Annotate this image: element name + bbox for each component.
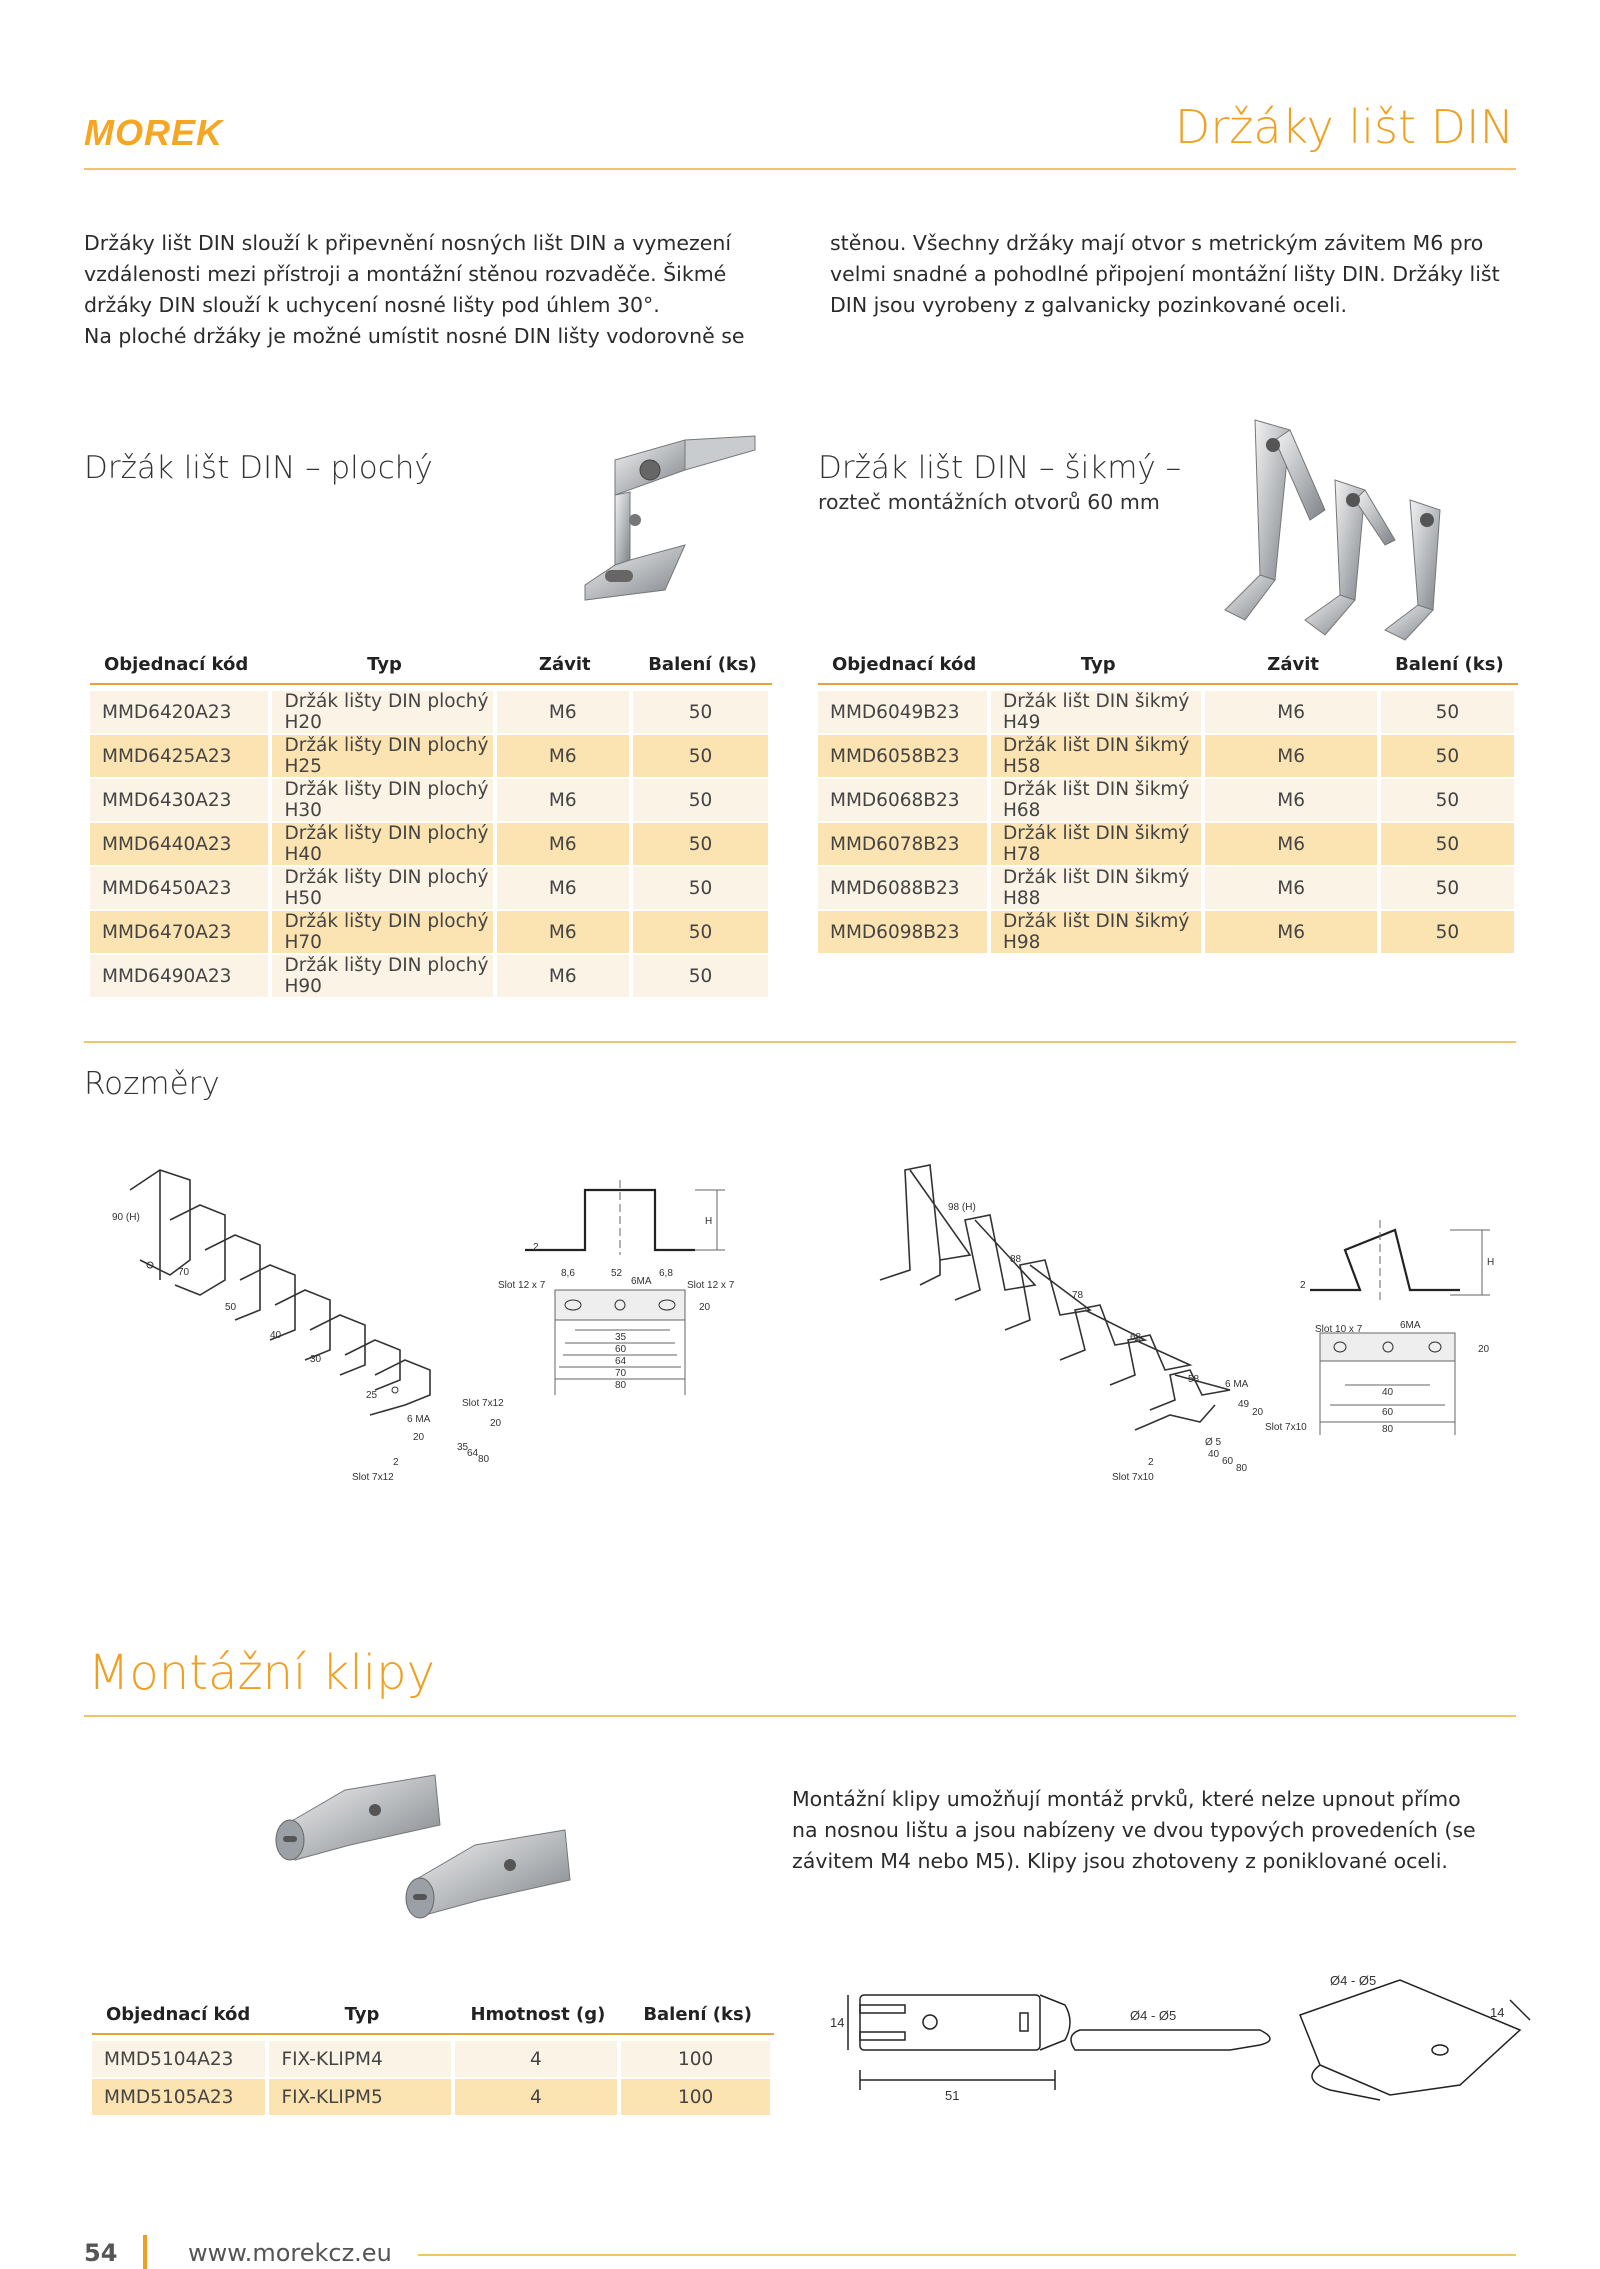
dim-label: Ø4 - Ø5 — [1330, 1973, 1377, 1988]
cell-thread: M6 — [1205, 733, 1380, 777]
page-title: Držáky lišt DIN — [1174, 100, 1514, 154]
col-header-weight: Hmotnost (g) — [455, 1995, 622, 2035]
cell-thread: M6 — [497, 733, 634, 777]
col-header-pack: Balení (ks) — [621, 1995, 774, 2035]
cell-pack: 100 — [621, 2077, 774, 2115]
cell-code: MMD6049B23 — [818, 685, 991, 733]
table-row — [818, 777, 1518, 821]
cell-thread: M6 — [1205, 821, 1380, 865]
flat-section-drawing — [495, 1180, 735, 1410]
dim-label: 70 — [615, 1368, 627, 1379]
cell-code: MMD6068B23 — [818, 777, 991, 821]
table-row — [92, 2035, 774, 2077]
col-header-code: Objednací kód — [90, 645, 272, 685]
footer-divider — [418, 2254, 1516, 2256]
dim-label: 14 — [1490, 2005, 1505, 2020]
cell-code: MMD6440A23 — [90, 821, 272, 865]
cell-code: MMD6470A23 — [90, 909, 272, 953]
cell-code: MMD5104A23 — [92, 2035, 269, 2077]
dim-label: 78 — [1072, 1290, 1084, 1301]
cell-pack: 50 — [633, 821, 772, 865]
dim-label: 70 — [178, 1267, 190, 1278]
cell-type: Držák lišt DIN šikmý H98 — [991, 909, 1206, 953]
clips-text-line: Montážní klipy umožňují montáž prvků, které nelze upnout přímo — [792, 1787, 1461, 1811]
dim-label: 64 — [467, 1448, 479, 1459]
cell-type: Držák lišt DIN šikmý H58 — [991, 733, 1206, 777]
intro-column-2 — [830, 228, 1530, 321]
table-header-row — [818, 645, 1518, 685]
table-header-row — [92, 1995, 774, 2035]
flat-holder-title: Držák lišt DIN – plochý — [84, 450, 433, 486]
dim-label: 25 — [366, 1390, 378, 1401]
cell-type: Držák lišty DIN plochý H25 — [272, 733, 496, 777]
angled-holder-title: Držák lišt DIN – šikmý – — [818, 450, 1182, 486]
angled-section-drawing — [1300, 1210, 1540, 1450]
dim-label: Slot 12 x 7 — [498, 1280, 546, 1291]
intro-line: držáky DIN slouží k uchycení nosné lišty pod úhlem 30°. — [84, 293, 660, 317]
table-header-row — [90, 645, 772, 685]
dim-label: 6,8 — [659, 1268, 673, 1279]
table-row — [818, 909, 1518, 953]
dim-label: 2 — [1148, 1457, 1154, 1468]
table-row — [90, 865, 772, 909]
cell-type: Držák lišty DIN plochý H30 — [272, 777, 496, 821]
cell-pack: 50 — [1381, 865, 1518, 909]
footer-separator — [143, 2235, 147, 2269]
cell-pack: 50 — [633, 909, 772, 953]
cell-thread: M6 — [1205, 865, 1380, 909]
dim-label: Slot 7x10 — [1112, 1472, 1154, 1483]
cell-thread: M6 — [1205, 685, 1380, 733]
cell-type: FIX-KLIPM5 — [269, 2077, 454, 2115]
dim-label: 40 — [1208, 1449, 1220, 1460]
dim-label: 6 MA — [1225, 1379, 1249, 1390]
dim-label: 20 — [1252, 1407, 1264, 1418]
table-row — [90, 685, 772, 733]
cell-pack: 50 — [633, 733, 772, 777]
clips-image — [265, 1770, 615, 1930]
dim-label: Ø 5 — [1205, 1437, 1222, 1448]
col-header-pack: Balení (ks) — [1381, 645, 1518, 685]
dim-label: H — [705, 1216, 713, 1227]
page-number: 54 — [84, 2239, 118, 2267]
intro-line: Na ploché držáky je možné umístit nosné DIN lišty vodorovně se — [84, 324, 745, 348]
cell-code: MMD6420A23 — [90, 685, 272, 733]
intro-line: DIN jsou vyrobeny z galvanicky pozinkované oceli. — [830, 293, 1347, 317]
dim-label: 98 (H) — [948, 1202, 976, 1213]
cell-code: MMD6088B23 — [818, 865, 991, 909]
intro-line: velmi snadné a pohodlné připojení montážní lišty DIN. Držáky lišt — [830, 262, 1500, 286]
cell-pack: 100 — [621, 2035, 774, 2077]
col-header-type: Typ — [269, 1995, 454, 2035]
angled-holder-subtitle: rozteč montážních otvorů 60 mm — [818, 490, 1160, 514]
cell-pack: 50 — [633, 777, 772, 821]
cell-thread: M6 — [1205, 909, 1380, 953]
dim-label: 2 — [393, 1457, 399, 1468]
dim-label: 8,6 — [561, 1268, 575, 1279]
cell-weight: 4 — [455, 2035, 622, 2077]
dim-label: 49 — [1238, 1399, 1250, 1410]
cell-type: Držák lišt DIN šikmý H49 — [991, 685, 1206, 733]
col-header-code: Objednací kód — [818, 645, 991, 685]
col-header-type: Typ — [991, 645, 1206, 685]
cell-pack: 50 — [1381, 821, 1518, 865]
intro-column-1 — [84, 228, 784, 352]
table-row — [92, 2077, 774, 2115]
dim-label: 60 — [1382, 1407, 1394, 1418]
cell-pack: 50 — [1381, 685, 1518, 733]
clips-text-line: na nosnou lištu a jsou nabízeny ve dvou typových provedeních (se — [792, 1818, 1476, 1842]
cell-type: Držák lišt DIN šikmý H88 — [991, 865, 1206, 909]
table-row — [818, 685, 1518, 733]
table-row — [90, 909, 772, 953]
cell-type: Držák lišty DIN plochý H40 — [272, 821, 496, 865]
cell-type: Držák lišty DIN plochý H70 — [272, 909, 496, 953]
brand-logo: MOREK — [84, 112, 223, 153]
clips-text-line: závitem M4 nebo M5). Klipy jsou zhotoveny z poniklované oceli. — [792, 1849, 1448, 1873]
flat-holder-image — [575, 430, 765, 600]
cell-weight: 4 — [455, 2077, 622, 2115]
dim-label: H — [1487, 1257, 1495, 1268]
intro-line: vzdálenosti mezi přístroji a montážní stěnou rozvaděče. Šikmé — [84, 262, 727, 286]
flat-holder-table — [90, 645, 772, 997]
cell-pack: 50 — [633, 953, 772, 997]
cell-code: MMD6058B23 — [818, 733, 991, 777]
clips-divider — [84, 1715, 1516, 1717]
cell-type: Držák lišty DIN plochý H90 — [272, 953, 496, 997]
dim-label: 6MA — [631, 1276, 652, 1287]
cell-thread: M6 — [497, 685, 634, 733]
cell-type: Držák lišty DIN plochý H50 — [272, 865, 496, 909]
cell-thread: M6 — [1205, 777, 1380, 821]
dim-label: 80 — [1236, 1463, 1248, 1474]
clips-title: Montážní klipy — [88, 1645, 435, 1701]
cell-thread: M6 — [497, 777, 634, 821]
dim-label: 40 — [270, 1330, 282, 1341]
angled-holder-image — [1215, 420, 1515, 630]
angled-dimension-drawing — [870, 1160, 1307, 1490]
cell-thread: M6 — [497, 909, 634, 953]
dim-label: Ø4 - Ø5 — [1130, 2008, 1177, 2023]
dim-label: 35 — [615, 1332, 627, 1343]
col-header-code: Objednací kód — [92, 1995, 269, 2035]
dim-label: 20 — [1478, 1344, 1490, 1355]
flat-dimension-drawing — [112, 1160, 540, 1490]
col-header-pack: Balení (ks) — [633, 645, 772, 685]
dim-label: 35 — [457, 1442, 469, 1453]
cell-code: MMD6425A23 — [90, 733, 272, 777]
cell-code: MMD6450A23 — [90, 865, 272, 909]
dim-label: 50 — [225, 1302, 237, 1313]
dim-label: 90 (H) — [112, 1212, 140, 1223]
dim-label: 58 — [1188, 1374, 1200, 1385]
dim-label: 2 — [533, 1242, 539, 1253]
cell-code: MMD5105A23 — [92, 2077, 269, 2115]
header-divider — [84, 168, 1516, 170]
cell-pack: 50 — [1381, 777, 1518, 821]
dim-label: 52 — [611, 1268, 623, 1279]
table-row — [90, 733, 772, 777]
table-row — [818, 733, 1518, 777]
clips-description — [792, 1784, 1512, 1877]
col-header-type: Typ — [272, 645, 496, 685]
dim-label: 64 — [615, 1356, 627, 1367]
table-row — [818, 865, 1518, 909]
dim-label: 20 — [413, 1432, 425, 1443]
cell-code: MMD6490A23 — [90, 953, 272, 997]
dimensions-divider — [84, 1041, 1516, 1043]
cell-type: Držák lišty DIN plochý H20 — [272, 685, 496, 733]
dim-label: 51 — [945, 2088, 960, 2103]
dim-label: 6MA — [1400, 1320, 1421, 1331]
cell-code: MMD6078B23 — [818, 821, 991, 865]
dim-label: 60 — [1222, 1456, 1234, 1467]
dim-label: 80 — [1382, 1424, 1394, 1435]
dim-label: 88 — [1010, 1254, 1022, 1265]
dim-label: Slot 12 x 7 — [687, 1280, 735, 1291]
col-header-thread: Závit — [1205, 645, 1380, 685]
dim-label: 2 — [1300, 1280, 1306, 1291]
angled-holder-table — [818, 645, 1518, 953]
cell-type: FIX-KLIPM4 — [269, 2035, 454, 2077]
dim-label: 30 — [310, 1354, 322, 1365]
cell-pack: 50 — [633, 685, 772, 733]
intro-line: stěnou. Všechny držáky mají otvor s metrickým závitem M6 pro — [830, 231, 1484, 255]
cell-pack: 50 — [1381, 909, 1518, 953]
cell-thread: M6 — [497, 865, 634, 909]
dim-label: 6 MA — [407, 1414, 431, 1425]
table-row — [818, 821, 1518, 865]
intro-line: Držáky lišt DIN slouží k připevnění nosných lišt DIN a vymezení — [84, 231, 732, 255]
cell-type: Držák lišt DIN šikmý H68 — [991, 777, 1206, 821]
cell-thread: M6 — [497, 953, 634, 997]
dimensions-title: Rozměry — [84, 1066, 220, 1102]
cell-pack: 50 — [1381, 733, 1518, 777]
cell-code: MMD6098B23 — [818, 909, 991, 953]
cell-type: Držák lišt DIN šikmý H78 — [991, 821, 1206, 865]
dim-label: 60 — [615, 1344, 627, 1355]
table-row — [90, 777, 772, 821]
cell-code: MMD6430A23 — [90, 777, 272, 821]
table-row — [90, 821, 772, 865]
cell-thread: M6 — [497, 821, 634, 865]
footer-website-link[interactable]: www.morekcz.eu — [188, 2239, 392, 2267]
dim-label: Slot 10 x 7 — [1315, 1324, 1363, 1335]
dim-label: 14 — [830, 2015, 845, 2030]
table-row — [90, 953, 772, 997]
dim-label: Slot 7x10 — [1265, 1422, 1307, 1433]
dim-label: 40 — [1382, 1387, 1394, 1398]
clips-table — [92, 1995, 774, 2115]
cell-pack: 50 — [633, 865, 772, 909]
clip-technical-drawing — [830, 1975, 1530, 2135]
dim-label: 20 — [699, 1302, 711, 1313]
dim-label: 80 — [478, 1454, 490, 1465]
dim-label: 68 — [1130, 1332, 1142, 1343]
dim-label: Slot 7x12 — [352, 1472, 394, 1483]
col-header-thread: Závit — [497, 645, 634, 685]
dim-label: 20 — [490, 1418, 502, 1429]
dim-label: 80 — [615, 1380, 627, 1391]
dim-label: Slot 7x12 — [462, 1398, 504, 1409]
